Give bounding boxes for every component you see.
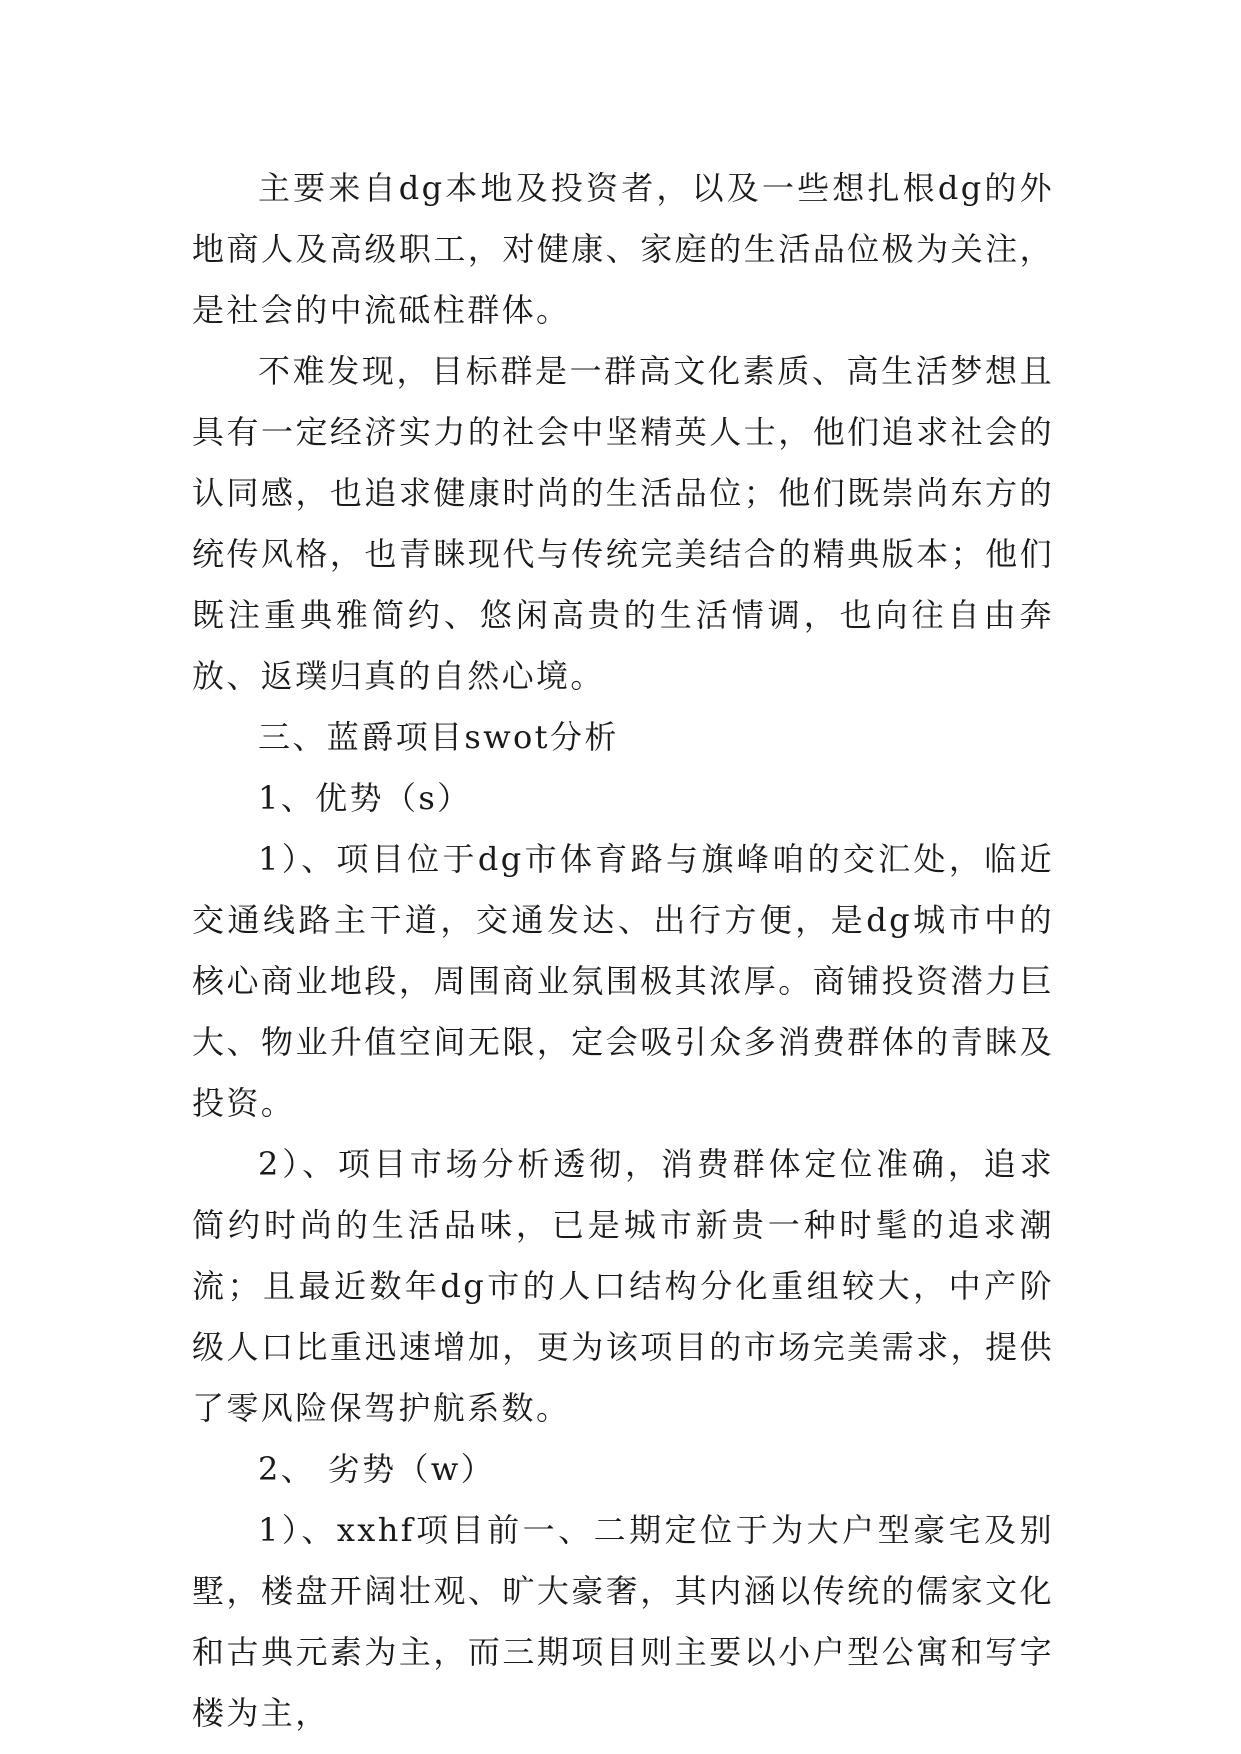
paragraph-strength-2: 2）、项目市场分析透彻，消费群体定位准确，追求简约时尚的生活品味，已是城市新贵一种时髦的追求潮流；且最近数年dg市的人口结构分化重组较大，中产阶级人口比重迅速增加，更为该项目的市场完美需求，提供了零风险保驾护航系数。 [192, 1145, 1054, 1427]
subheading-weaknesses: 2、 劣势（w） [258, 1450, 496, 1488]
paragraph-target-group-source: 主要来自dg本地及投资者，以及一些想扎根dg的外地商人及高级职工，对健康、家庭的生活品位极为关注，是社会的中流砥柱群体。 [192, 169, 1054, 329]
subheading-strengths: 1、优势（s） [258, 779, 472, 817]
document-body [192, 158, 1054, 1744]
paragraph-strength-1: 1）、项目位于dg市体育路与旗峰咱的交汇处，临近交通线路主干道，交通发达、出行方便，是dg城市中的核心商业地段，周围商业氛围极其浓厚。商铺投资潜力巨大、物业升值空间无限，定会吸引众多消费群体的青睐及投资。 [192, 840, 1054, 1122]
section-heading-swot: 三、蓝爵项目swot分析 [258, 718, 619, 756]
paragraph-target-group-summary: 不难发现，目标群是一群高文化素质、高生活梦想且具有一定经济实力的社会中坚精英人士，他们追求社会的认同感，也追求健康时尚的生活品位；他们既崇尚东方的统传风格，也青睐现代与传统完美结合的精典版本；他们既注重典雅简约、悠闲高贵的生活情调，也向往自由奔放、返璞归真的自然心境。 [192, 352, 1054, 695]
paragraph-weakness-1: 1）、xxhf项目前一、二期定位于为大户型豪宅及别墅，楼盘开阔壮观、旷大豪奢，其内涵以传统的儒家文化和古典元素为主，而三期项目则主要以小户型公寓和写字楼为主， [192, 1511, 1054, 1732]
